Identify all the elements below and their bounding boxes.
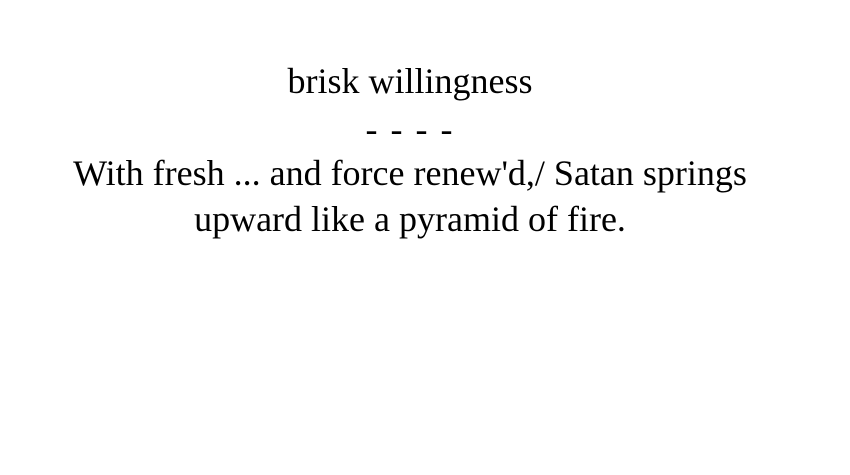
card-term: brisk willingness bbox=[287, 61, 533, 101]
card-divider: - - - - bbox=[365, 109, 455, 149]
card-example-sentence: With fresh ... and force renew'd,/ Satan springs upward like a pyramid of fire. bbox=[73, 153, 747, 239]
